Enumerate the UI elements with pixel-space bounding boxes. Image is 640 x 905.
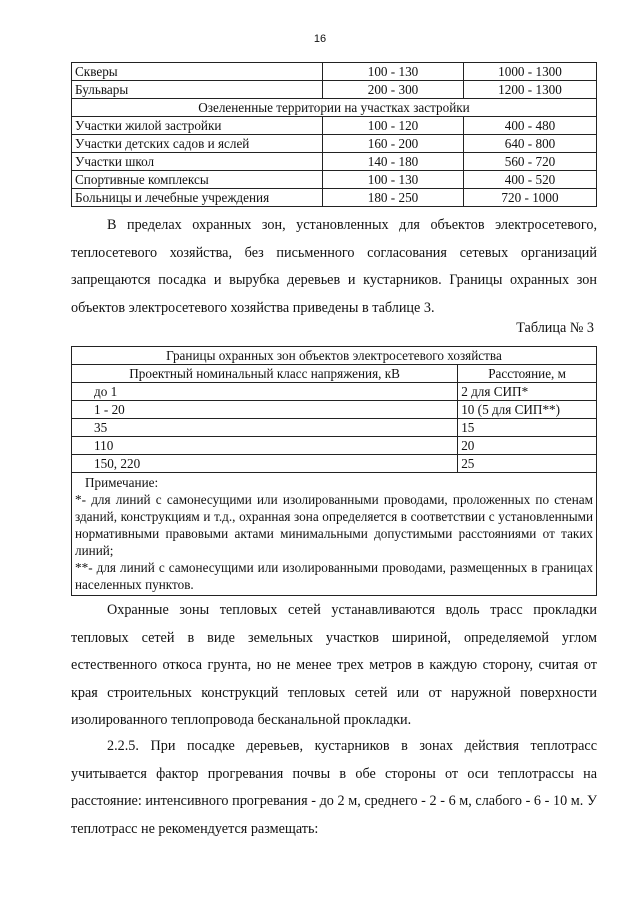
table-header-row xyxy=(72,365,597,383)
protection-zones-table xyxy=(71,346,597,596)
table-row xyxy=(72,135,597,153)
table-cell-name: Больницы и лечебные учреждения xyxy=(72,189,323,207)
paragraph-text: 2.2.5. При посадке деревьев, кустарников в зонах действия теплотрасс учитывается фактор прогревания почвы в обе стороны от оси теплотрассы на расстояние: интенсивного прогревания - до 2 м, среднего - 2 - 6 м, слабого - 6 - 10 м. У теплотрасс не рекомендуется размещать: xyxy=(71,738,597,837)
table-row xyxy=(72,63,597,81)
table-cell-voltage: 35 xyxy=(72,419,458,437)
table-cell-value: 1000 - 1300 xyxy=(464,63,597,81)
table-row xyxy=(72,419,597,437)
table-cell-name: Участки школ xyxy=(72,153,323,171)
table-row xyxy=(72,117,597,135)
green-areas-table xyxy=(71,62,597,207)
table-cell-name: Скверы xyxy=(72,63,323,81)
table-cell-value: 1200 - 1300 xyxy=(464,81,597,99)
table-cell-value: 160 - 200 xyxy=(323,135,464,153)
table-row xyxy=(72,81,597,99)
table-cell-distance: 20 xyxy=(458,437,597,455)
table-cell-value: 180 - 250 xyxy=(323,189,464,207)
table-cell-value: 560 - 720 xyxy=(464,153,597,171)
note-single-asterisk: *- для линий с самонесущими или изолированными проводами, проложенных по стенам зданий, конструкциям и т.д., охранная зона определяется в соответствии с установленными нормативными правовыми актами минимальными допустимыми расстояниями от таких линий; xyxy=(75,492,593,558)
table-cell-value: 400 - 480 xyxy=(464,117,597,135)
table-cell-value: 100 - 120 xyxy=(323,117,464,135)
note-double-asterisk: **- для линий с самонесущими или изолированными проводами, размещенных в границах населенных пунктов. xyxy=(75,560,593,592)
table-note xyxy=(72,473,597,596)
table-cell-voltage: 1 - 20 xyxy=(72,401,458,419)
table-row xyxy=(72,171,597,189)
table-row xyxy=(72,383,597,401)
table-row xyxy=(72,437,597,455)
table-title: Границы охранных зон объектов электросетевого хозяйства xyxy=(72,347,597,365)
table-cell-name: Участки детских садов и яслей xyxy=(72,135,323,153)
table-cell-value: 640 - 800 xyxy=(464,135,597,153)
table-note-row xyxy=(72,473,597,596)
table-cell-value: 720 - 1000 xyxy=(464,189,597,207)
table-cell-value: 100 - 130 xyxy=(323,63,464,81)
table-caption: Таблица № 3 xyxy=(516,320,594,336)
table-cell-voltage: до 1 xyxy=(72,383,458,401)
table-cell-value: 140 - 180 xyxy=(323,153,464,171)
page-number: 16 xyxy=(313,33,327,45)
table-cell-voltage: 150, 220 xyxy=(72,455,458,473)
column-header-voltage: Проектный номинальный класс напряжения, кВ xyxy=(72,365,458,383)
table-cell-distance: 2 для СИП* xyxy=(458,383,597,401)
table-cell-distance: 10 (5 для СИП**) xyxy=(458,401,597,419)
paragraph-text: В пределах охранных зон, установленных для объектов электросетевого, теплосетевого хозяйства, без письменного согласования сетевых организаций запрещаются посадка и вырубка деревьев и кустарников. Границы охранных зон объектов электросетевого хозяйства приведены в таблице 3. xyxy=(71,217,597,316)
table-cell-distance: 15 xyxy=(458,419,597,437)
table-title-row xyxy=(72,347,597,365)
table-row xyxy=(72,153,597,171)
table-row xyxy=(72,455,597,473)
paragraph-text: Охранные зоны тепловых сетей устанавливаются вдоль трасс прокладки тепловых сетей в виде земельных участков шириной, определяемой углом естественного откоса грунта, но не менее трех метров в каждую сторону, считая от края строительных конструкций тепловых сетей или от наружной поверхности изолированного теплопровода бесканальной прокладки. xyxy=(71,602,597,728)
table-row xyxy=(72,189,597,207)
table-cell-name: Бульвары xyxy=(72,81,323,99)
table-cell-distance: 25 xyxy=(458,455,597,473)
table-section-title: Озелененные территории на участках застройки xyxy=(72,99,597,117)
paragraph-section-2-2-5 xyxy=(71,733,597,843)
table-section-row xyxy=(72,99,597,117)
paragraph-heat-networks xyxy=(71,597,597,735)
table-cell-value: 400 - 520 xyxy=(464,171,597,189)
column-header-distance: Расстояние, м xyxy=(458,365,597,383)
table-cell-name: Участки жилой застройки xyxy=(72,117,323,135)
table-row xyxy=(72,401,597,419)
paragraph-protection-zones xyxy=(71,212,597,322)
note-title: Примечание: xyxy=(85,475,159,490)
table-cell-voltage: 110 xyxy=(72,437,458,455)
table-cell-value: 200 - 300 xyxy=(323,81,464,99)
table-cell-value: 100 - 130 xyxy=(323,171,464,189)
table-cell-name: Спортивные комплексы xyxy=(72,171,323,189)
